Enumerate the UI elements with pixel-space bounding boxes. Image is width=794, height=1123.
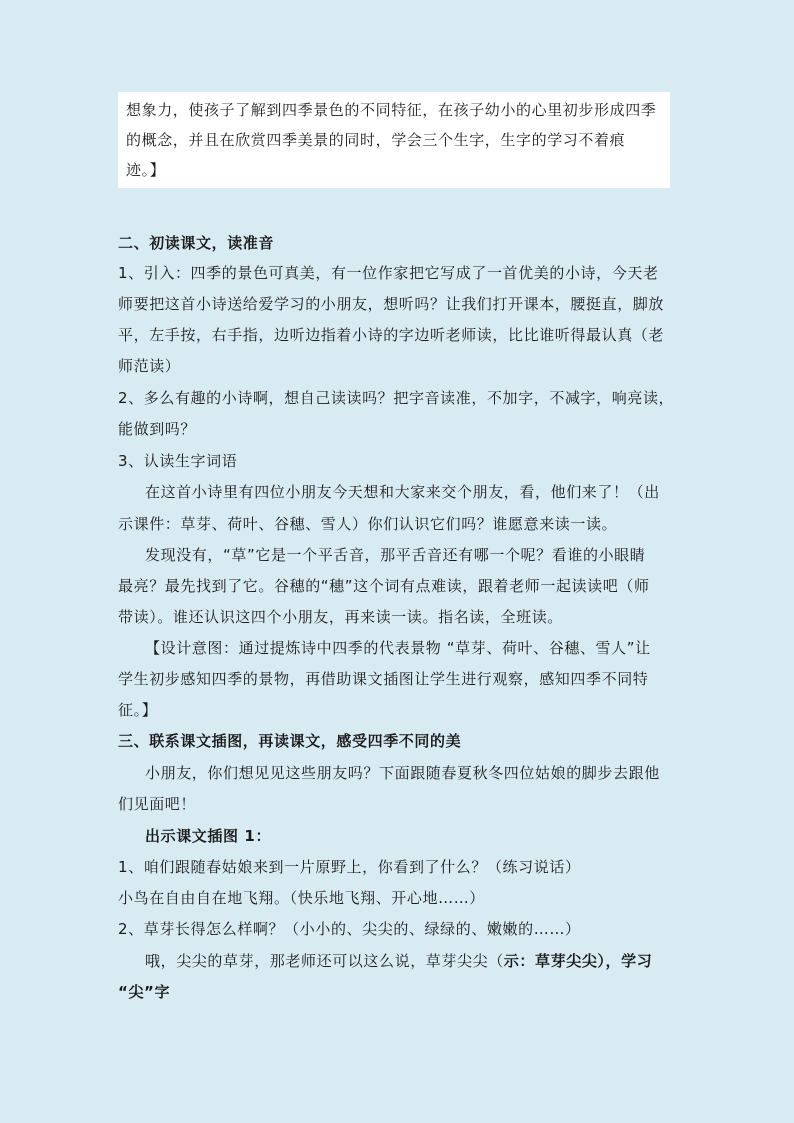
design-intent-box <box>118 92 670 188</box>
subheading: 出示课文插图 1： <box>145 827 272 845</box>
text-line: 发现没有，“草”它是一个平舌音，那平舌音还有哪一个呢？看谁的小眼睛 <box>145 546 646 564</box>
text-line: 带读）。谁还认识这四个小朋友，再来读一读。指名读，全班读。 <box>118 608 563 626</box>
text-line: 2、草芽长得怎么样啊？（小小的、尖尖的、绿绿的、嫩嫩的……） <box>118 920 581 938</box>
text-line <box>145 951 652 971</box>
text-line: “尖”字 <box>118 983 171 1001</box>
bold-segment: 示：草芽尖尖）， <box>503 952 622 970</box>
text-line: 想象力，使孩子了解到四季景色的不同特征，在孩子幼小的心里初步形成四季 <box>126 101 657 119</box>
text-line: 的概念，并且在欣赏四季美景的同时，学会三个生字，生字的学习不着痕 <box>126 131 626 149</box>
text-segment: 哦，尖尖的草芽，那老师还可以这么说，草芽尖尖（ <box>145 952 504 970</box>
text-segment: 学习 <box>621 952 653 970</box>
text-line: 2、多么有趣的小诗啊，想自己读读吗？把字音读准，不加字，不减字，响亮读， <box>118 389 675 407</box>
text-line: 在这首小诗里有四位小朋友今天想和大家来交个朋友，看，他们来了！（出 <box>145 483 660 501</box>
text-line: 们见面吧！ <box>118 795 197 813</box>
text-line: 平，左手按，右手指，边听边指着小诗的字边听老师读，比比谁听得最认真（老 <box>118 326 665 344</box>
text-line: 1、咱们跟随春姑娘来到一片原野上，你看到了什么？（练习说话） <box>118 858 581 876</box>
section-heading: 二、初读课文，读准音 <box>118 234 275 252</box>
text-line: 师要把这首小诗送给爱学习的小朋友，想听吗？让我们打开课本，腰挺直，脚放 <box>118 295 665 313</box>
text-line: 3、认读生字词语 <box>118 452 238 470</box>
text-line: 【设计意图：通过提炼诗中四季的代表景物 “草芽、荷叶、谷穗、雪人”让 <box>145 639 651 657</box>
text-line: 小朋友，你们想见见这些朋友吗？下面跟随春夏秋冬四位姑娘的脚步去跟他 <box>145 764 660 782</box>
text-line: 征。】 <box>118 701 158 719</box>
text-line: 1、引入：四季的景色可真美，有一位作家把它写成了一首优美的小诗，今天老 <box>118 264 659 282</box>
text-line: 学生初步感知四季的景物，再借助课文插图让学生进行观察，感知四季不同特 <box>118 670 649 688</box>
text-line: 最亮？最先找到了它。谷穗的“穗”这个词有点难读，跟着老师一起读读吧（师 <box>118 577 650 595</box>
text-line: 示课件：草芽、荷叶、谷穗、雪人）你们认识它们吗？谁愿意来读一读。 <box>118 515 618 533</box>
text-line: 小鸟在自由自在地飞翔。（快乐地飞翔、开心地……） <box>118 889 485 907</box>
text-line: 迹。】 <box>126 161 166 179</box>
section-heading: 三、联系课文插图，再读课文，感受四季不同的美 <box>118 732 462 750</box>
text-line: 师范读） <box>118 357 181 375</box>
text-line: 能做到吗？ <box>118 420 197 438</box>
